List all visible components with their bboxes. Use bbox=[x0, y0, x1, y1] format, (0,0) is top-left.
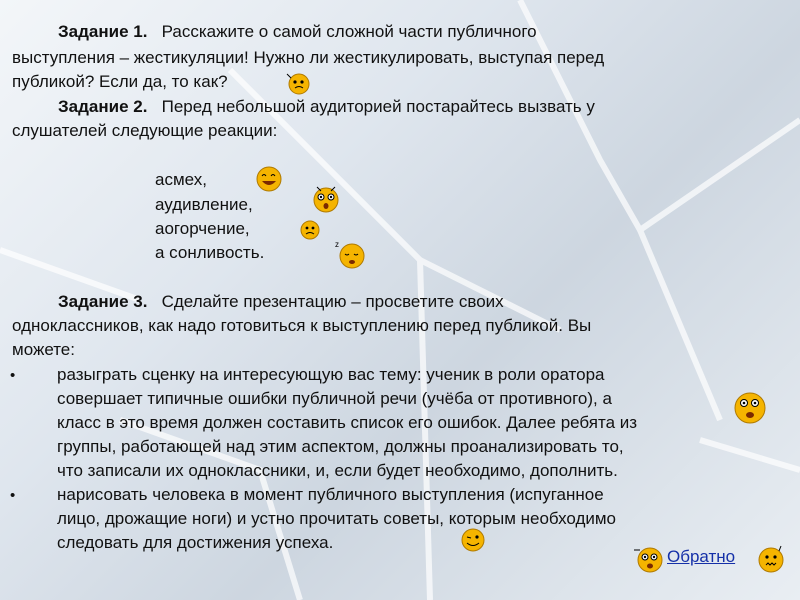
reaction-surprise: аудивление, bbox=[155, 195, 253, 214]
svg-text:z: z bbox=[335, 240, 339, 249]
reaction-laugh: асмех, bbox=[155, 170, 207, 189]
task1-line2: выступления – жестикуляции! Нужно ли жестикулировать, выступая перед bbox=[12, 48, 605, 67]
bullet1-line2: совершает типичные ошибки публичной речи (учёба от противного), а bbox=[57, 389, 612, 408]
scared-smiley-icon bbox=[732, 388, 768, 426]
bullet1-line1: разыграть сценку на интересующую вас тему: ученик в роли оратора bbox=[57, 365, 605, 384]
task2-line1: Задание 2. Перед небольшой аудиторией постарайтесь вызвать у bbox=[58, 97, 595, 116]
task1-title: Задание 1. bbox=[58, 22, 148, 41]
task1-line3: публикой? Если да, то как? bbox=[12, 72, 228, 91]
task1-line1: Задание 1. Расскажите о самой сложной части публичного bbox=[58, 22, 537, 41]
bullet1-line3: класс в это время должен составить список его ошибок. Далее ребята из bbox=[57, 413, 638, 432]
task3-line2: одноклассников, как надо готовиться к выступлению перед публикой. Вы bbox=[12, 316, 592, 335]
sad-smiley-icon bbox=[298, 218, 322, 242]
nervous-smiley-icon bbox=[756, 544, 786, 574]
laughing-smiley-icon bbox=[255, 165, 283, 193]
bullet2-line3: следовать для достижения успеха. bbox=[57, 533, 334, 552]
shocked-smiley-icon bbox=[633, 544, 663, 574]
task2-title: Задание 2. bbox=[58, 97, 148, 116]
sleepy-smiley-icon bbox=[334, 238, 366, 270]
bullet2-line2: лицо, дрожащие ноги) и устно прочитать советы, которым необходимо bbox=[57, 509, 617, 528]
task3-line1: Задание 3. Сделайте презентацию – просветите своих bbox=[58, 292, 504, 311]
reaction-sadness: аогорчение, bbox=[155, 219, 250, 238]
bullet-marker: • bbox=[10, 487, 16, 504]
thinking-smiley-icon bbox=[285, 70, 311, 96]
bullet1-line4: группы, работающей над этим аспектом, должны проанализировать то, bbox=[57, 437, 624, 456]
task3-line3: можете: bbox=[12, 340, 75, 359]
task3-title: Задание 3. bbox=[58, 292, 148, 311]
bullet2-line1: нарисовать человека в момент публичного выступления (испуганное bbox=[57, 485, 604, 504]
bullet1-line5: что записали их одноклассники, и, если будет необходимо, дополнить. bbox=[57, 461, 618, 480]
winking-smiley-icon bbox=[459, 527, 487, 553]
bullet-marker: • bbox=[10, 367, 16, 384]
reaction-sleepy: а сонливость. bbox=[155, 243, 265, 262]
task2-line2: слушателей следующие реакции: bbox=[12, 121, 278, 140]
surprised-smiley-icon bbox=[312, 182, 340, 214]
back-link[interactable]: Обратно bbox=[667, 547, 736, 566]
